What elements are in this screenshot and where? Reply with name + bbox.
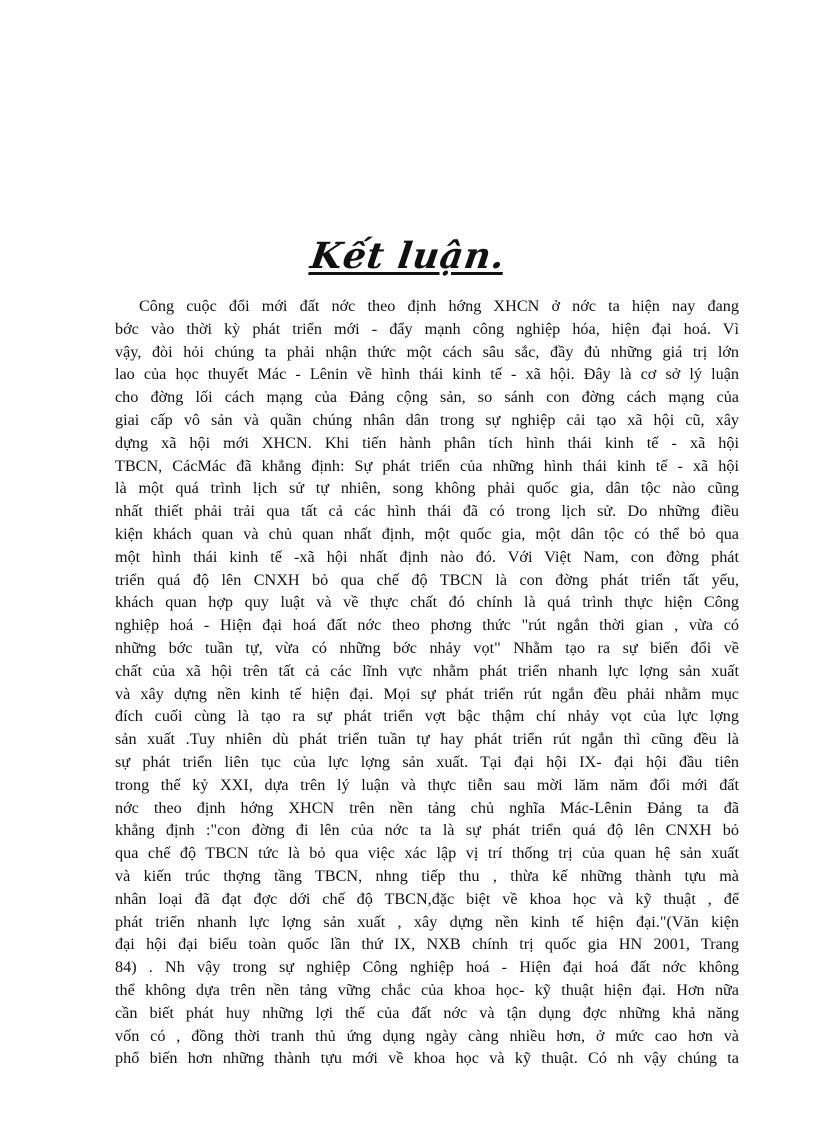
paragraph-line: cần biết phát huy những lợi thế của đất nớc và tận dụng đợc những khả năng: [115, 1003, 739, 1022]
paragraph-line: đại hội đại biểu toàn quốc lần thứ IX, NXB chính trị quốc gia HN 2001, Trang: [115, 935, 739, 954]
paragraph-line: vậy, đòi hỏi chúng ta phải nhận thức một cách sâu sắc, đầy đủ những giá trị lớn: [115, 342, 739, 361]
paragraph-line: nhất thiết phải trải qua tất cả các hình thái đã có trong lịch sử. Do những điều: [115, 502, 739, 521]
paragraph-line: qua chế độ TBCN tức là bỏ qua việc xác lập vị trí thống trị của quan hệ sản xuất: [115, 844, 739, 863]
paragraph-line: trong thế kỷ XXI, dựa trên lý luận và thực tiễn sau mời lăm năm đổi mới đất: [115, 775, 739, 794]
paragraph-line: và kiến trúc thợng tầng TBCN, nhng tiếp thu , thừa kế những thành tựu mà: [115, 866, 739, 885]
paragraph-line: phổ biến hơn những thành tựu mới về khoa học và kỹ thuật. Có nh vậy chúng ta: [115, 1049, 739, 1068]
paragraph-line: triển quá độ lên CNXH bỏ qua chế độ TBCN là con đờng phát triển tất yếu,: [115, 570, 739, 589]
page-title-text: Kết luận.: [307, 235, 509, 277]
paragraph-line: khách quan hợp quy luật và về thực chất đó chính là quá trình thực hiện Công: [115, 593, 739, 612]
paragraph-line: sản xuất .Tuy nhiên dù phát triển tuần tự hay phát triển rút ngắn thì cũng đều là: [115, 730, 739, 749]
paragraph-line: chất của xã hội trên tất cả các lĩnh vực nhằm phát triển nhanh lực lợng sản xuất: [115, 661, 739, 680]
page-title: [0, 236, 816, 276]
paragraph-line: dựng xã hội mới XHCN. Khi tiến hành phân tích hình thái kinh tế - xã hội: [115, 433, 739, 452]
paragraph-line: nghiệp hoá - Hiện đại hoá đất nớc theo phơng thức "rút ngắn thời gian , vừa có: [115, 616, 739, 635]
paragraph-line: khẳng định :"con đờng đi lên của nớc ta là sự phát triển quá độ lên CNXH bỏ: [115, 821, 739, 840]
paragraph-line: vốn có , đồng thời tranh thủ ứng dụng ngày càng nhiều hơn, ở mức cao hơn và: [115, 1026, 739, 1045]
body-text: [115, 295, 739, 1070]
paragraph-line: thể không dựa trên nền tảng vững chắc của khoa học- kỹ thuật hiện đại. Hơn nữa: [115, 980, 739, 999]
paragraph-line: là một quá trình lịch sử tự nhiên, song không phải quốc gia, dân tộc nào cũng: [115, 479, 739, 498]
paragraph-line: đích cuối cùng là tạo ra sự phát triển vợt bậc thậm chí nhảy vọt của lực lợng: [115, 707, 739, 726]
paragraph-line: 84) . Nh vậy trong sự nghiệp Công nghiệp hoá - Hiện đại hoá đất nớc không: [115, 958, 739, 977]
paragraph-line: TBCN, CácMác đã khẳng định: Sự phát triển của những hình thái kinh tế - xã hội: [115, 456, 739, 475]
paragraph-line: nớc theo định hớng XHCN trên nền tảng chủ nghĩa Mác-Lênin Đảng ta đã: [115, 798, 739, 817]
paragraph-line: một hình thái kinh tế -xã hội nhất định nào đó. Với Việt Nam, con đờng phát: [115, 547, 739, 566]
paragraph-line: kiện khách quan và chủ quan nhất định, một quốc gia, một dân tộc có thể bỏ qua: [115, 524, 739, 543]
paragraph-line: nhân loại đã đạt đợc dới chế độ TBCN,đặc biệt về khoa học và kỹ thuật , để: [115, 889, 739, 908]
paragraph-line: sự phát triển liên tục của lực lợng sản xuất. Tại đại hội IX- đại hội đầu tiên: [115, 752, 739, 771]
paragraph-line: và xây dựng nền kinh tế hiện đại. Mọi sự phát triển rút ngắn đều phải nhằm mục: [115, 684, 739, 703]
paragraph-line: giai cấp vô sản và quần chúng nhân dân trong sự nghiệp cải tạo xã hội cũ, xây: [115, 410, 739, 429]
paragraph-line: lao của học thuyết Mác - Lênin về hình thái kinh tế - xã hội. Đây là cơ sở lý luận: [115, 365, 739, 384]
paragraph-line: cho đờng lối cách mạng của Đảng cộng sản, so sánh con đờng cách mạng của: [115, 388, 739, 407]
paragraph-line: Công cuộc đổi mới đất nớc theo định hớng XHCN ở nớc ta hiện nay đang: [139, 297, 739, 315]
paragraph-line: phát triển nhanh lực lợng sản xuất , xây dựng nền kinh tế hiện đại."(Văn kiện: [115, 912, 739, 931]
paragraph-line: bớc vào thời kỳ phát triển mới - đẩy mạnh công nghiệp hóa, hiện đại hoá. Vì: [115, 319, 739, 338]
paragraph-line: những bớc tuần tự, vừa có những bớc nhảy vọt" Nhằm tạo ra sự biến đổi về: [115, 638, 739, 657]
